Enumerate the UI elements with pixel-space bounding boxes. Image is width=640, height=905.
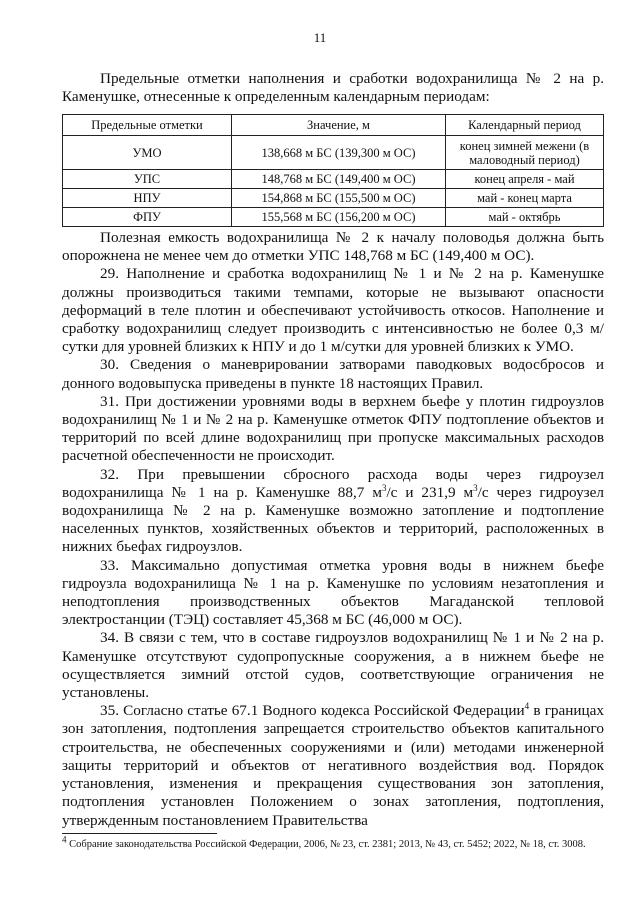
table-cell: 148,768 м БС (149,400 м ОС) bbox=[232, 170, 446, 189]
paragraph-32-part-a: 32. При превышении сбросного расхода воды через гидроузел водохранилища № 1 на р. Каменушке 88,7 м bbox=[62, 465, 604, 501]
paragraph-35-part-a: 35. Согласно статье 67.1 Водного кодекса Российской Федерации bbox=[100, 702, 525, 720]
footnote-divider bbox=[62, 833, 217, 834]
paragraph-35 bbox=[62, 702, 604, 829]
table-row bbox=[63, 189, 604, 208]
table-header-cell: Календарный период bbox=[446, 115, 604, 136]
superscript-cubic: 3 bbox=[381, 482, 387, 493]
paragraph-31: 31. При достижении уровнями воды в верхнем бьефе у плотин гидроузлов водохранилищ № 1 и № 2 на р. Каменушке отметок ФПУ подтопление объектов и территорий по всей длине водохранилищ при пропуске максимальных расходов расчетной обеспеченности не происходит. bbox=[62, 392, 604, 465]
table-cell: НПУ bbox=[63, 189, 232, 208]
paragraph-32-part-b: /с и 231,9 м bbox=[386, 483, 474, 501]
paragraph-32-part-c: /с через гидроузел водохранилища № 2 на р. Каменушке возможно затопление и подтопление населенных пунктов, хозяйственных объектов и территорий, расположенных в нижних бьефах гидроузлов. bbox=[62, 483, 604, 556]
paragraph-35-part-b: в границах зон затопления, подтопления запрещается строительство объектов капитального строительства, не обеспеченных сооружениями и (или) методами инженерной защиты территорий и объектов от негативного воздействия вод. Порядок установления, изменения и прекращения существования зон затопления, подтопления установлен Положением о зонах затопления, подтопления, утвержденным постановлением Правительства bbox=[62, 702, 604, 829]
superscript-cubic: 3 bbox=[473, 482, 478, 493]
table-cell: 138,668 м БС (139,300 м ОС) bbox=[232, 136, 446, 170]
table-cell: ФПУ bbox=[63, 208, 232, 227]
paragraph-useful-capacity: Полезная емкость водохранилища № 2 к началу половодья должна быть опорожнена не менее чем до отметки УПС 148,768 м БС (149,400 м ОС). bbox=[62, 229, 604, 265]
table-row bbox=[63, 208, 604, 227]
table-cell: конец апреля - май bbox=[446, 170, 604, 189]
intro-paragraph: Предельные отметки наполнения и сработки водохранилища № 2 на р. Каменушке, отнесенные к определенным календарным периодам: bbox=[62, 70, 604, 106]
table-row bbox=[63, 170, 604, 189]
table-cell: 154,868 м БС (155,500 м ОС) bbox=[232, 189, 446, 208]
footnote-reference: 4 bbox=[524, 701, 530, 712]
table-cell: май - октябрь bbox=[446, 208, 604, 227]
table-header-cell: Предельные отметки bbox=[63, 115, 232, 136]
table-cell: 155,568 м БС (156,200 м ОС) bbox=[232, 208, 446, 227]
footnote-mark: 4 bbox=[62, 834, 67, 845]
body-text bbox=[62, 229, 604, 830]
page-number: 11 bbox=[313, 30, 327, 45]
table-cell: УМО bbox=[63, 136, 232, 170]
paragraph-32 bbox=[62, 466, 604, 557]
table-cell: УПС bbox=[63, 170, 232, 189]
table-header-cell: Значение, м bbox=[232, 115, 446, 136]
footnote bbox=[62, 834, 604, 852]
paragraph-34: 34. В связи с тем, что в составе гидроузлов водохранилищ № 1 и № 2 на р. Каменушке отсутствуют судопропускные сооружения, а в нижнем бьефе не осуществляется зимний отстой судов, соответствующие ограничения не установлены. bbox=[62, 629, 604, 702]
limits-table-wrap bbox=[62, 114, 604, 227]
table-header-row bbox=[63, 115, 604, 136]
table-cell: май - конец марта bbox=[446, 189, 604, 208]
footnote-text: Собрание законодательства Российской Федерации, 2006, № 23, ст. 2381; 2013, № 43, ст. 5452; 2022, № 18, ст. 3008. bbox=[66, 839, 586, 850]
paragraph-30: 30. Сведения о маневрировании затворами паводковых водосбросов и донного водовыпуска приведены в пункте 18 настоящих Правил. bbox=[62, 356, 604, 392]
limits-table bbox=[62, 114, 604, 227]
paragraph-33: 33. Максимально допустимая отметка уровня воды в нижнем бьефе гидроузла водохранилища № 1 на р. Каменушке по условиям незатопления и неподтопления производственных объектов Магаданской тепловой электростанции (ТЭЦ) составляет 45,368 м БС (46,000 м ОС). bbox=[62, 556, 604, 629]
intro-block bbox=[62, 70, 604, 106]
table-row bbox=[63, 136, 604, 170]
table-cell: конец зимней межени (в маловодный период) bbox=[446, 136, 604, 170]
paragraph-29: 29. Наполнение и сработка водохранилищ № 1 и № 2 на р. Каменушке должны производиться такими темпами, которые не вызывают опасности деформаций в теле плотин и обеспечивают устойчивость откосов. Наполнение и сработку водохранилищ следует производить с интенсивностью не более 0,3 м/сутки для уровней близких к НПУ и до 1 м/сутки для уровней близких к УМО. bbox=[62, 265, 604, 356]
